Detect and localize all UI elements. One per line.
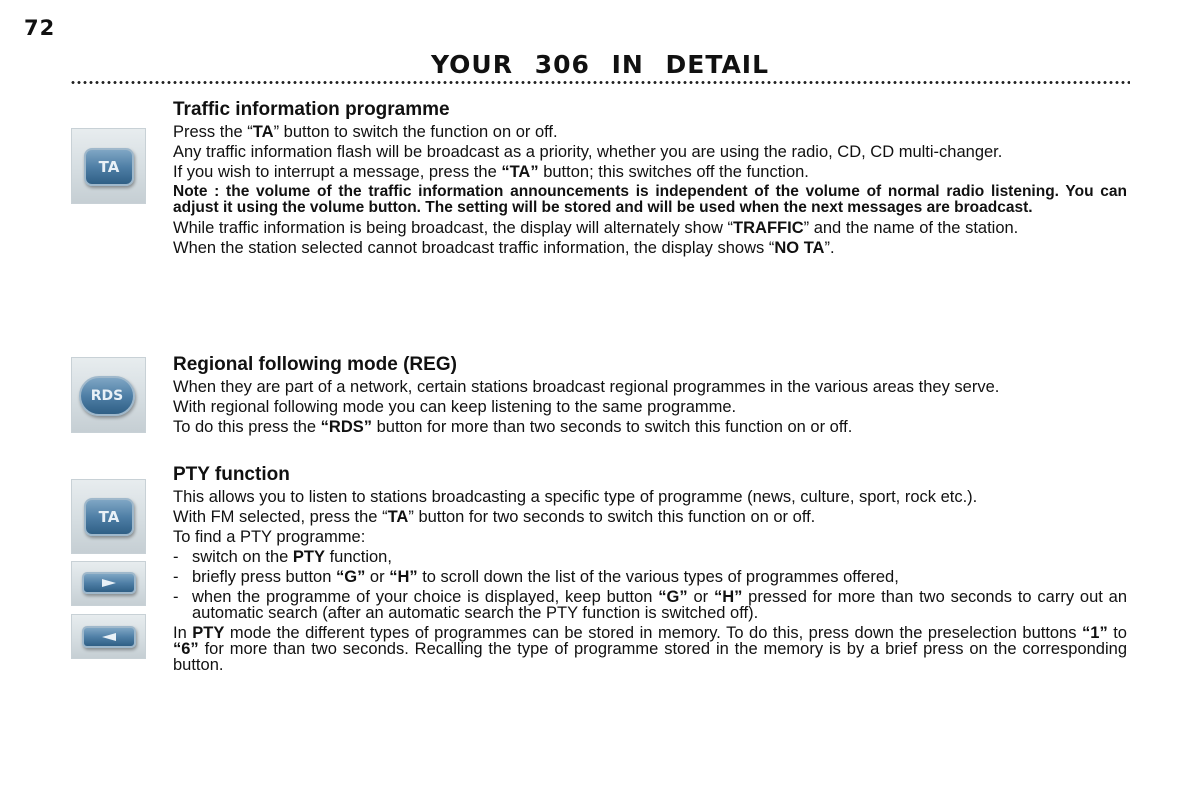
rds-button-image (71, 357, 146, 433)
traffic-note: Note : the volume of the traffic information announcements is independent of the volume of normal radio listening. You can adjust it using the volume button. The setting will be stored and will be used when the next messages are broadcast. (173, 183, 1127, 216)
pty-section (173, 464, 1127, 677)
regional-paragraph-2: With regional following mode you can keep listening to the same programme. (173, 398, 737, 416)
traffic-paragraph-2: Any traffic information flash will be broadcast as a priority, whether you are using the radio, CD, CD multi-changer. (173, 143, 1003, 161)
ta-pty-button-image (71, 479, 146, 554)
ta-button-label: TA (98, 508, 120, 526)
pty-heading: PTY function (173, 464, 290, 485)
regional-paragraph-3: To do this press the “RDS” button for more than two seconds to switch this function on or off. (173, 418, 853, 436)
pty-list-item-2: - briefly press button “G” or “H” to scroll down the list of the various types of programmes offered, (173, 568, 899, 586)
traffic-paragraph-5: When the station selected cannot broadcast traffic information, the display shows “NO TA”. (173, 239, 835, 257)
page-number: 72 (24, 16, 56, 40)
traffic-paragraph-3: If you wish to interrupt a message, press the “TA” button; this switches off the function. (173, 163, 809, 181)
left-arrow-icon (82, 626, 136, 648)
traffic-paragraph-4: While traffic information is being broadcast, the display will alternately show “TRAFFIC” and the name of the station. (173, 219, 1019, 237)
pty-list-item-3: - when the programme of your choice is displayed, keep button “G” or “H” pressed for more than two seconds to carry out an automatic search (after an automatic search the PTY function is switched off). (173, 588, 1127, 622)
pty-paragraph-4: In PTY mode the different types of programmes can be stored in memory. To do this, press down the preselection buttons “1” to “6” for more than two seconds. Recalling the type of programme stored in the memory is by a brief press on the corresponding button. (173, 624, 1127, 674)
regional-heading: Regional following mode (REG) (173, 354, 457, 375)
ta-button-icon (84, 148, 134, 186)
ta-button-label: TA (98, 158, 120, 176)
regional-paragraph-1: When they are part of a network, certain stations broadcast regional programmes in the various areas they serve. (173, 378, 1000, 396)
rds-button-icon (79, 376, 135, 416)
traffic-heading: Traffic information programme (173, 99, 450, 120)
pty-paragraph-2: With FM selected, press the “TA” button for two seconds to switch this function on or off. (173, 508, 816, 526)
regional-section (173, 354, 1127, 439)
right-arrow-button-image (71, 561, 146, 606)
pty-list-item-1: - switch on the PTY function, (173, 548, 392, 566)
left-arrow-button-image (71, 614, 146, 659)
traffic-section (173, 99, 1127, 260)
pty-paragraph-3: To find a PTY programme: (173, 528, 366, 546)
traffic-paragraph-1: Press the “TA” button to switch the function on or off. (173, 123, 558, 141)
right-arrow-icon (82, 572, 136, 594)
ta-button-icon (84, 498, 134, 536)
rds-button-label: RDS (90, 388, 124, 404)
pty-paragraph-1: This allows you to listen to stations broadcasting a specific type of programme (news, culture, sport, rock etc.). (173, 488, 978, 506)
page-title: YOUR 306 IN DETAIL (430, 50, 770, 79)
ta-button-image (71, 128, 146, 204)
dotted-divider (70, 80, 1130, 85)
